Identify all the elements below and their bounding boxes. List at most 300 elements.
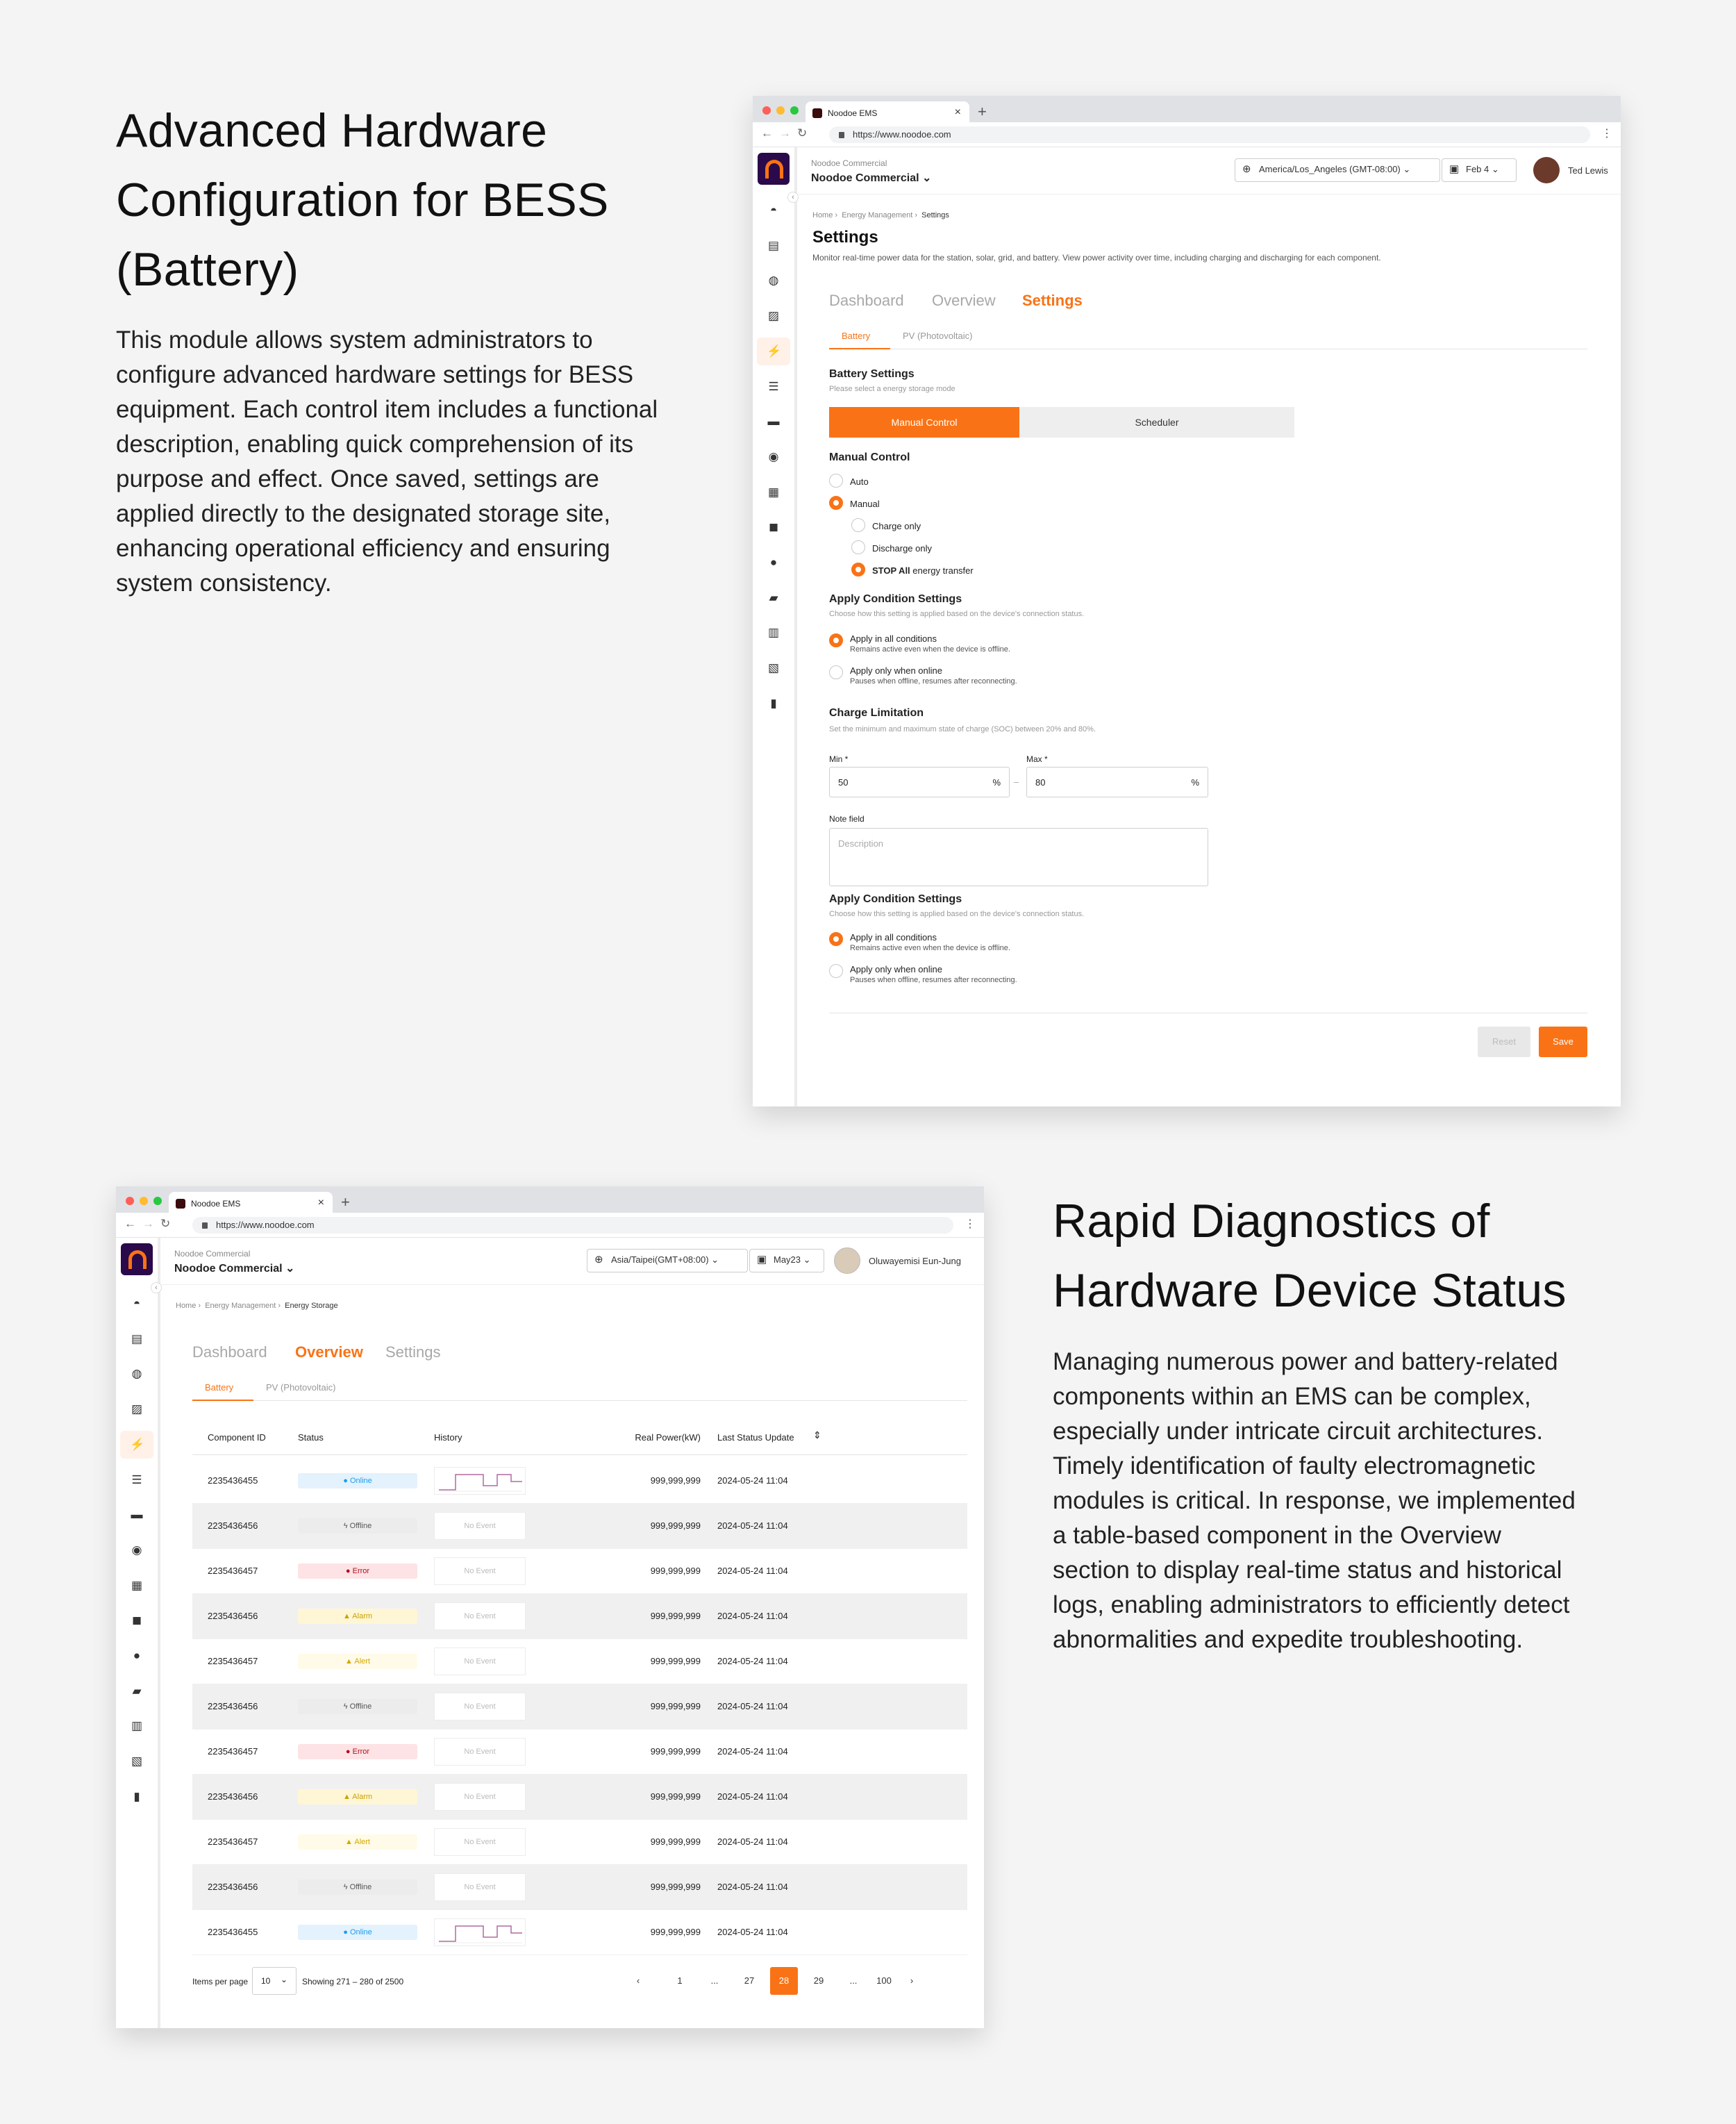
status-badge xyxy=(298,1563,417,1579)
history-step-line xyxy=(435,1919,526,1947)
close-window-dot[interactable] xyxy=(762,106,771,115)
real-power-value: 999,999,999 xyxy=(650,1566,701,1576)
router-icon[interactable]: ◉ xyxy=(768,449,779,463)
building-icon[interactable]: ▥ xyxy=(131,1719,143,1733)
breadcrumb-home[interactable]: Home xyxy=(176,1302,197,1310)
apply-all-conditions-radio[interactable] xyxy=(829,633,843,647)
history-sparkline[interactable] xyxy=(434,1467,526,1495)
status-badge xyxy=(298,1654,417,1669)
timezone-selector[interactable]: ⊕ Asia/Taipei(GMT+08:00) ⌄ xyxy=(587,1249,748,1272)
no-event-label: No Event xyxy=(464,1522,496,1530)
browser-tab[interactable] xyxy=(169,1192,333,1213)
chevron-down-icon: ⌄ xyxy=(285,1263,295,1275)
car-icon[interactable]: ▬ xyxy=(767,415,780,429)
noodoe-logo xyxy=(121,1243,153,1275)
last-status-update: 2024-05-24 11:04 xyxy=(717,1746,788,1757)
tab-title: Noodoe EMS xyxy=(828,108,878,118)
url-text: https://www.noodoe.com xyxy=(216,1220,315,1230)
apply-condition-title-2: Apply Condition Settings xyxy=(829,893,962,905)
description-line: applied directly to the designated storage site, xyxy=(116,500,611,527)
min-label: Min * xyxy=(829,754,849,764)
status-badge xyxy=(298,1699,417,1714)
sidebar xyxy=(116,1238,160,2028)
page-button[interactable]: 29 xyxy=(813,1975,824,1986)
minimize-window-dot[interactable] xyxy=(140,1197,148,1205)
tab-dashboard[interactable]: Dashboard xyxy=(829,292,904,309)
last-status-update: 2024-05-24 11:04 xyxy=(717,1475,788,1486)
stop-all-label xyxy=(872,565,974,576)
real-power-value: 999,999,999 xyxy=(650,1882,701,1892)
reload-icon[interactable]: ↻ xyxy=(797,126,808,140)
min-value: 50 xyxy=(838,777,849,788)
items-per-page-value: 10 xyxy=(261,1976,271,1986)
min-unit: % xyxy=(992,777,1001,788)
min-input[interactable] xyxy=(829,767,1010,797)
online-status-icon: ● xyxy=(343,1477,350,1485)
apply-condition-title: Apply Condition Settings xyxy=(829,593,962,605)
noodoe-logo xyxy=(758,153,790,185)
id-card-icon[interactable]: ▤ xyxy=(131,1331,143,1345)
collapse-sidebar-button[interactable]: ‹ xyxy=(787,192,799,203)
page-button[interactable]: 27 xyxy=(744,1975,755,1986)
status-text: Alarm xyxy=(352,1793,373,1801)
status-text: Offline xyxy=(349,1522,372,1530)
alert-status-icon: ▲ xyxy=(345,1838,355,1846)
apply-condition-hint-2: Choose how this setting is applied based on the device's connection status. xyxy=(829,910,1085,918)
offline-status-icon: ϟ xyxy=(343,1883,350,1891)
active-subtab-indicator xyxy=(192,1400,253,1401)
sidebar xyxy=(753,147,797,1106)
url-input[interactable] xyxy=(829,126,1590,143)
back-icon[interactable]: ← xyxy=(761,126,773,140)
new-tab-button[interactable]: + xyxy=(978,103,987,120)
description-line: abnormalities and expedite troubleshooting. xyxy=(1053,1626,1524,1653)
no-event-label: No Event xyxy=(464,1612,496,1620)
globe-icon[interactable]: ◍ xyxy=(131,1367,142,1381)
status-text: Offline xyxy=(349,1702,372,1711)
dashboard-icon[interactable]: ◓ xyxy=(769,204,778,217)
component-id: 2235436457 xyxy=(208,1746,258,1757)
manual-control-title: Manual Control xyxy=(829,451,910,463)
maximize-window-dot[interactable] xyxy=(790,106,799,115)
document-icon[interactable]: ▮ xyxy=(770,696,777,710)
history-sparkline[interactable] xyxy=(434,1602,526,1630)
heading-line: Advanced Hardware xyxy=(116,104,548,157)
no-event-label: No Event xyxy=(464,1702,496,1711)
report-icon[interactable]: ▧ xyxy=(131,1754,143,1768)
divider xyxy=(192,1400,967,1401)
lock-icon xyxy=(202,1222,208,1229)
description-line: system consistency. xyxy=(116,570,332,597)
address-bar-row xyxy=(116,1213,984,1238)
forward-icon[interactable]: → xyxy=(142,1217,154,1230)
status-badge xyxy=(298,1789,417,1804)
heading-line: Configuration for BESS xyxy=(116,174,609,226)
top-bar xyxy=(797,147,1621,194)
alert-status-icon: ▲ xyxy=(345,1657,355,1666)
column-history[interactable]: History xyxy=(434,1432,462,1443)
auto-label: Auto xyxy=(850,476,869,487)
description-line: modules is critical. In response, we implemented xyxy=(1053,1487,1576,1514)
station-icon[interactable]: ▨ xyxy=(131,1402,143,1416)
status-text: Alert xyxy=(354,1657,370,1666)
status-text: Offline xyxy=(349,1883,372,1891)
heading-line: Hardware Device Status xyxy=(1053,1264,1567,1317)
tab-overview[interactable]: Overview xyxy=(932,292,996,309)
real-power-value: 999,999,999 xyxy=(650,1791,701,1802)
component-id: 2235436456 xyxy=(208,1611,258,1621)
user-name: Oluwayemisi Eun-Jung xyxy=(869,1256,961,1266)
status-text: Error xyxy=(352,1748,370,1756)
router-icon[interactable]: ◉ xyxy=(131,1543,142,1557)
component-id: 2235436456 xyxy=(208,1701,258,1711)
date-value: May23 xyxy=(774,1254,801,1265)
pagination-ellipsis: ... xyxy=(849,1975,858,1986)
date-selector[interactable]: ▣ Feb 4 ⌄ xyxy=(1442,158,1517,182)
description-line: Timely identification of faulty electromagnetic xyxy=(1053,1452,1536,1479)
history-sparkline[interactable] xyxy=(434,1828,526,1856)
favicon-icon xyxy=(812,108,822,118)
station-icon[interactable]: ▨ xyxy=(767,309,780,323)
real-power-value: 999,999,999 xyxy=(650,1746,701,1757)
apply-all-conditions-sub-2: Remains active even when the device is offline. xyxy=(850,944,1010,952)
manual-label: Manual xyxy=(850,499,880,509)
history-sparkline[interactable] xyxy=(434,1693,526,1720)
apps-icon[interactable]: ▦ xyxy=(131,1578,143,1592)
reset-button[interactable]: Reset xyxy=(1478,1027,1530,1057)
apply-all-conditions-sub: Remains active even when the device is offline. xyxy=(850,645,1010,654)
status-text: Error xyxy=(352,1567,370,1575)
stop-all-strong: STOP All xyxy=(872,565,910,576)
org-selector[interactable] xyxy=(174,1261,294,1275)
status-text: Online xyxy=(349,1928,372,1936)
apply-condition-hint: Choose how this setting is applied based on the device's connection status. xyxy=(829,610,1085,618)
breadcrumb-energy-management[interactable]: Energy Management xyxy=(842,211,913,219)
divider xyxy=(192,1454,967,1455)
scheduler-toggle[interactable]: Scheduler xyxy=(1019,407,1294,438)
no-event-label: No Event xyxy=(464,1657,496,1666)
ticket-icon[interactable]: ▰ xyxy=(132,1684,142,1698)
subtab-pv[interactable]: PV (Photovoltaic) xyxy=(903,331,973,341)
error-status-icon: ● xyxy=(345,1567,353,1575)
breadcrumb-home[interactable]: Home xyxy=(812,211,833,219)
real-power-value: 999,999,999 xyxy=(650,1656,701,1666)
close-window-dot[interactable] xyxy=(126,1197,134,1205)
alarm-status-icon: ▲ xyxy=(342,1612,353,1620)
org-label: Noodoe Commercial xyxy=(174,1249,251,1259)
tab-title: Noodoe EMS xyxy=(191,1199,241,1209)
items-per-page-label: Items per page xyxy=(192,1977,249,1986)
tab-settings[interactable]: Settings xyxy=(1022,292,1083,309)
apply-online-label: Apply only when online xyxy=(850,665,942,676)
last-status-update: 2024-05-24 11:04 xyxy=(717,1701,788,1711)
component-id: 2235436456 xyxy=(208,1882,258,1892)
page-description: Monitor real-time power data for the station, solar, grid, and battery. View power activity over time, including charging and discharging for each component. xyxy=(812,253,1381,263)
chevron-down-icon: ⌄ xyxy=(280,1975,287,1984)
favicon-icon xyxy=(176,1199,185,1209)
breadcrumb-energy-management[interactable]: Energy Management xyxy=(205,1302,276,1310)
items-per-page-select[interactable] xyxy=(252,1967,297,1995)
online-status-icon: ● xyxy=(343,1928,350,1936)
org-selector[interactable] xyxy=(811,171,931,185)
back-icon[interactable]: ← xyxy=(124,1217,136,1230)
discharge-only-radio[interactable] xyxy=(851,540,865,554)
page-button[interactable]: 1 xyxy=(677,1975,683,1986)
apps-icon[interactable]: ▦ xyxy=(767,485,780,499)
history-sparkline[interactable] xyxy=(434,1918,526,1946)
address-bar-row xyxy=(753,122,1621,147)
max-unit: % xyxy=(1191,777,1199,788)
real-power-value: 999,999,999 xyxy=(650,1701,701,1711)
url-text: https://www.noodoe.com xyxy=(853,129,951,140)
history-sparkline[interactable] xyxy=(434,1738,526,1766)
max-input[interactable] xyxy=(1026,767,1208,797)
description-line: components within an EMS can be complex, xyxy=(1053,1383,1531,1410)
subtab-pv[interactable]: PV (Photovoltaic) xyxy=(266,1382,336,1393)
note-field-label: Note field xyxy=(829,814,865,824)
apply-online-sub: Pauses when offline, resumes after reconnecting. xyxy=(850,677,1017,686)
pagination-ellipsis: ... xyxy=(710,1975,719,1986)
browser-tab[interactable] xyxy=(806,101,969,122)
minimize-window-dot[interactable] xyxy=(776,106,785,115)
forward-icon[interactable]: → xyxy=(779,126,791,140)
no-event-label: No Event xyxy=(464,1748,496,1756)
component-id: 2235436457 xyxy=(208,1566,258,1576)
overview-card xyxy=(176,1331,967,2002)
no-event-label: No Event xyxy=(464,1838,496,1846)
no-event-label: No Event xyxy=(464,1793,496,1801)
status-badge xyxy=(298,1880,417,1895)
breadcrumb: Home › Energy Management › Settings xyxy=(812,211,949,219)
auto-radio[interactable] xyxy=(829,474,843,488)
breadcrumb: Home › Energy Management › Energy Storage xyxy=(176,1302,338,1310)
subtab-battery[interactable]: Battery xyxy=(842,331,871,341)
showing-range: Showing 271 – 280 of 2500 xyxy=(302,1977,404,1986)
lock-icon xyxy=(839,132,844,138)
users-icon[interactable]: ◼ xyxy=(768,520,779,534)
settings-card xyxy=(812,279,1604,1090)
page-button[interactable]: 28 xyxy=(770,1967,798,1995)
real-power-value: 999,999,999 xyxy=(650,1836,701,1847)
stop-all-radio[interactable] xyxy=(851,563,865,576)
history-sparkline[interactable] xyxy=(434,1648,526,1675)
history-sparkline[interactable] xyxy=(434,1512,526,1540)
calendar-icon: ▣ xyxy=(757,1254,767,1266)
apply-online-label-2: Apply only when online xyxy=(850,964,942,974)
status-badge xyxy=(298,1744,417,1759)
charge-only-radio[interactable] xyxy=(851,518,865,532)
tab-overview[interactable]: Overview xyxy=(295,1343,363,1361)
status-badge xyxy=(298,1834,417,1850)
globe-icon: ⊕ xyxy=(1242,163,1251,175)
user-icon[interactable]: ● xyxy=(133,1649,141,1662)
table-icon[interactable]: ☰ xyxy=(768,379,779,393)
note-placeholder: Description xyxy=(838,838,884,849)
last-status-update: 2024-05-24 11:04 xyxy=(717,1836,788,1847)
avatar[interactable] xyxy=(834,1247,860,1274)
description-line: description, enabling quick comprehension of its xyxy=(116,431,634,458)
history-sparkline[interactable] xyxy=(434,1783,526,1811)
table-icon[interactable]: ☰ xyxy=(131,1472,142,1486)
apply-all-conditions-radio-2[interactable] xyxy=(829,932,843,946)
manual-control-toggle[interactable]: Manual Control xyxy=(829,407,1019,438)
column-last-status-update[interactable]: Last Status Update xyxy=(717,1432,794,1443)
heading-line: (Battery) xyxy=(116,243,299,296)
max-value: 80 xyxy=(1035,777,1046,788)
prev-page-icon[interactable]: ‹ xyxy=(636,1975,640,1986)
last-status-update: 2024-05-24 11:04 xyxy=(717,1566,788,1576)
description-line: logs, enabling administrators to efficiently detect xyxy=(1053,1591,1570,1618)
apply-online-radio[interactable] xyxy=(829,665,843,679)
id-card-icon[interactable]: ▤ xyxy=(767,238,780,252)
new-tab-button[interactable]: + xyxy=(341,1193,350,1211)
history-sparkline[interactable] xyxy=(434,1873,526,1901)
no-event-label: No Event xyxy=(464,1883,496,1891)
status-badge xyxy=(298,1518,417,1534)
column-status[interactable]: Status xyxy=(298,1432,324,1443)
browser-tab-strip xyxy=(753,96,1621,122)
ticket-icon[interactable]: ▰ xyxy=(769,590,778,604)
component-id: 2235436455 xyxy=(208,1927,258,1937)
real-power-value: 999,999,999 xyxy=(650,1611,701,1621)
breadcrumb-current: Settings xyxy=(921,211,949,219)
status-text: Alert xyxy=(354,1838,370,1846)
no-event-label: No Event xyxy=(464,1567,496,1575)
org-name: Noodoe Commercial xyxy=(174,1263,283,1275)
timezone-value: America/Los_Angeles (GMT-08:00) xyxy=(1259,164,1401,174)
apply-online-sub-2: Pauses when offline, resumes after reconnecting. xyxy=(850,976,1017,984)
document-icon[interactable]: ▮ xyxy=(133,1789,140,1803)
last-status-update: 2024-05-24 11:04 xyxy=(717,1611,788,1621)
browser-tab-strip xyxy=(116,1186,984,1213)
real-power-value: 999,999,999 xyxy=(650,1520,701,1531)
apply-all-conditions-label: Apply in all conditions xyxy=(850,633,937,644)
stop-all-rest: energy transfer xyxy=(910,565,974,576)
report-icon[interactable]: ▧ xyxy=(767,661,780,675)
description-line: enhancing operational efficiency and ensuring xyxy=(116,535,610,562)
date-value: Feb 4 xyxy=(1466,164,1489,174)
next-page-icon[interactable]: › xyxy=(910,1975,914,1986)
offline-status-icon: ϟ xyxy=(343,1702,350,1711)
history-step-line xyxy=(435,1468,526,1495)
description-line: a table-based component in the Overview xyxy=(1053,1522,1501,1549)
apply-all-conditions-label-2: Apply in all conditions xyxy=(850,932,937,943)
column-component-id[interactable]: Component ID xyxy=(208,1432,266,1443)
dashboard-icon[interactable]: ◓ xyxy=(133,1297,141,1310)
org-name: Noodoe Commercial xyxy=(811,172,919,184)
breadcrumb-current: Energy Storage xyxy=(285,1302,338,1310)
battery-settings-hint: Please select a energy storage mode xyxy=(829,385,955,393)
tab-settings[interactable]: Settings xyxy=(385,1343,441,1361)
sort-icon[interactable]: ⇕ xyxy=(813,1429,821,1441)
energy-icon[interactable]: ⚡ xyxy=(767,344,782,358)
timezone-selector[interactable]: ⊕ America/Los_Angeles (GMT-08:00) ⌄ xyxy=(1235,158,1440,182)
close-tab-icon[interactable]: × xyxy=(954,106,961,118)
reload-icon[interactable]: ↻ xyxy=(160,1217,171,1230)
history-sparkline[interactable] xyxy=(434,1557,526,1585)
close-tab-icon[interactable]: × xyxy=(317,1197,324,1209)
calendar-icon: ▣ xyxy=(1449,163,1460,175)
component-id: 2235436455 xyxy=(208,1475,258,1486)
status-badge xyxy=(298,1609,417,1624)
timezone-value: Asia/Taipei(GMT+08:00) xyxy=(611,1254,709,1265)
column-real-power[interactable]: Real Power(kW) xyxy=(635,1432,701,1443)
status-badge xyxy=(298,1473,417,1488)
component-id: 2235436457 xyxy=(208,1656,258,1666)
real-power-value: 999,999,999 xyxy=(650,1927,701,1937)
active-subtab-indicator xyxy=(829,348,890,349)
description-line: purpose and effect. Once saved, settings are xyxy=(116,465,599,492)
user-name: Ted Lewis xyxy=(1568,165,1608,176)
note-textarea[interactable] xyxy=(829,828,1208,886)
alarm-status-icon: ▲ xyxy=(342,1793,353,1801)
users-icon[interactable]: ◼ xyxy=(131,1613,142,1627)
url-input[interactable] xyxy=(192,1217,953,1234)
status-text: Alarm xyxy=(352,1612,373,1620)
error-status-icon: ● xyxy=(345,1748,353,1756)
component-id: 2235436456 xyxy=(208,1791,258,1802)
browser-menu-icon[interactable]: ⋮ xyxy=(965,1218,976,1230)
user-icon[interactable]: ● xyxy=(769,556,778,569)
description-line: section to display real-time status and historical xyxy=(1053,1557,1562,1584)
description-line: Managing numerous power and battery-related xyxy=(1053,1348,1558,1375)
page-button[interactable]: 100 xyxy=(876,1975,892,1986)
last-status-update: 2024-05-24 11:04 xyxy=(717,1791,788,1802)
settings-window xyxy=(753,96,1621,1106)
save-button[interactable]: Save xyxy=(1539,1027,1587,1057)
description-line: equipment. Each control item includes a functional xyxy=(116,396,658,423)
heading-line: Rapid Diagnostics of xyxy=(1053,1195,1490,1247)
maximize-window-dot[interactable] xyxy=(153,1197,162,1205)
browser-menu-icon[interactable]: ⋮ xyxy=(1601,128,1612,140)
component-id: 2235436457 xyxy=(208,1836,258,1847)
overview-window xyxy=(116,1186,984,2028)
car-icon[interactable]: ▬ xyxy=(131,1508,143,1522)
subtab-battery[interactable]: Battery xyxy=(205,1382,234,1393)
charge-limitation-hint: Set the minimum and maximum state of charge (SOC) between 20% and 80%. xyxy=(829,725,1096,733)
top-bar xyxy=(160,1238,984,1285)
discharge-only-label: Discharge only xyxy=(872,543,932,554)
last-status-update: 2024-05-24 11:04 xyxy=(717,1882,788,1892)
description-line: configure advanced hardware settings for BESS xyxy=(116,361,634,388)
tab-dashboard[interactable]: Dashboard xyxy=(192,1343,267,1361)
building-icon[interactable]: ▥ xyxy=(767,626,780,640)
description-line: especially under intricate circuit architectures. xyxy=(1053,1418,1544,1445)
apply-online-radio-2[interactable] xyxy=(829,964,843,978)
org-label: Noodoe Commercial xyxy=(811,158,887,168)
status-badge xyxy=(298,1925,417,1940)
avatar[interactable] xyxy=(1533,157,1560,183)
offline-status-icon: ϟ xyxy=(343,1522,350,1530)
chevron-down-icon: ⌄ xyxy=(922,172,932,184)
collapse-sidebar-button[interactable]: ‹ xyxy=(151,1282,162,1293)
description-line: This module allows system administrators to xyxy=(116,326,593,354)
last-status-update: 2024-05-24 11:04 xyxy=(717,1927,788,1937)
battery-settings-title: Battery Settings xyxy=(829,368,915,380)
status-text: Online xyxy=(349,1477,372,1485)
manual-radio[interactable] xyxy=(829,496,843,510)
energy-icon[interactable]: ⚡ xyxy=(130,1437,145,1451)
page-title: Settings xyxy=(812,228,878,247)
real-power-value: 999,999,999 xyxy=(650,1475,701,1486)
last-status-update: 2024-05-24 11:04 xyxy=(717,1520,788,1531)
component-id: 2235436456 xyxy=(208,1520,258,1531)
charge-only-label: Charge only xyxy=(872,521,921,531)
globe-icon: ⊕ xyxy=(594,1254,603,1266)
max-label: Max * xyxy=(1026,754,1048,764)
globe-icon[interactable]: ◍ xyxy=(768,274,779,288)
date-selector[interactable]: ▣ May23 ⌄ xyxy=(749,1249,824,1272)
